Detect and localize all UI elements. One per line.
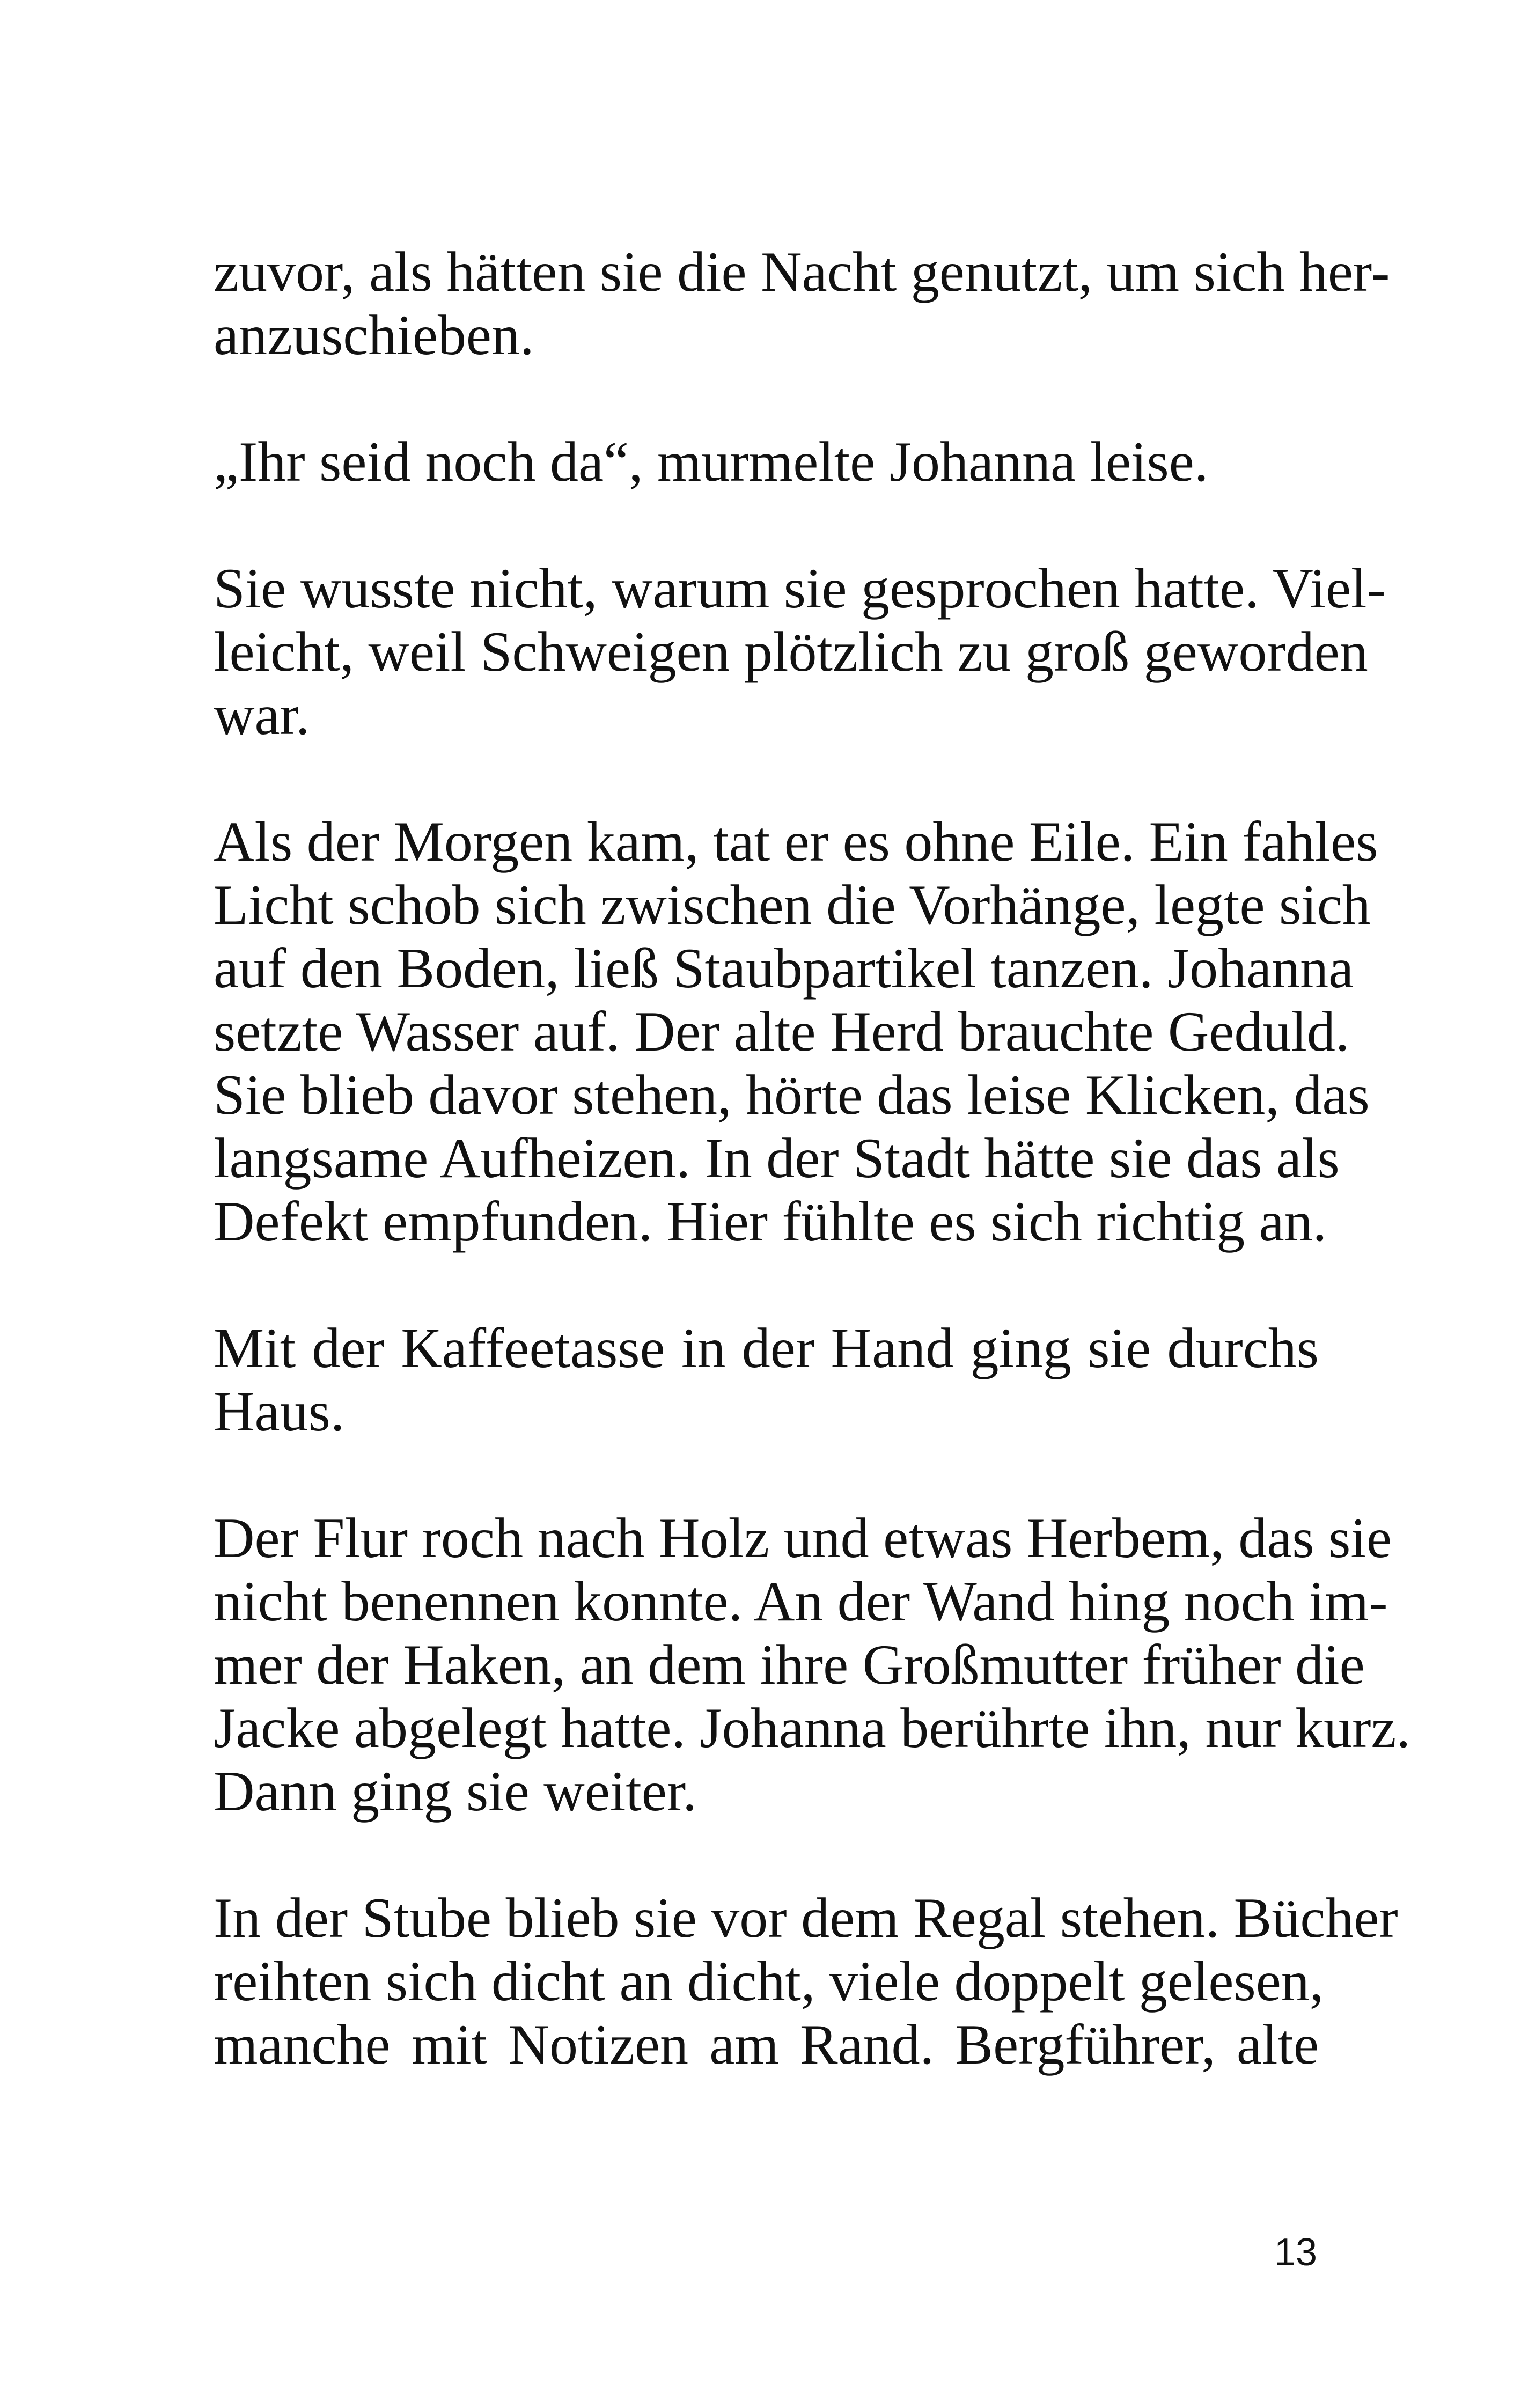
text-line: Defekt empfunden. Hier fühlte es sich richtig an. xyxy=(214,1190,1327,1253)
text-line: war. xyxy=(214,684,310,746)
text-line: auf den Boden, ließ Staubpartikel tanzen. Johanna xyxy=(214,937,1354,1000)
text-line: Sie blieb davor stehen, hörte das leise Klicken, das xyxy=(214,1063,1370,1126)
text-line: zuvor, als hätten sie die Nacht genutzt, um sich her- xyxy=(214,240,1390,303)
text-line: reihten sich dicht an dicht, viele doppelt gelesen, xyxy=(214,1950,1324,2013)
text-line: mer der Haken, an dem ihre Großmutter früher die xyxy=(214,1633,1365,1696)
text-line: Sie wusste nicht, warum sie gesprochen hatte. Viel- xyxy=(214,557,1386,620)
text-line: Licht schob sich zwischen die Vorhänge, legte sich xyxy=(214,873,1371,936)
text-line: Als der Morgen kam, tat er es ohne Eile. Ein fahles xyxy=(214,810,1378,873)
text-line: Mit der Kaffeetasse in der Hand ging sie durchs xyxy=(214,1317,1319,1379)
text-line: anzuschieben. xyxy=(214,304,534,366)
text-line: Jacke abgelegt hatte. Johanna berührte ihn, nur kurz. xyxy=(214,1697,1411,1759)
paragraph-2 xyxy=(214,430,1319,494)
text-line: In der Stube blieb sie vor dem Regal stehen. Bücher xyxy=(214,1886,1398,1949)
page-number: 13 xyxy=(1274,2231,1317,2274)
paragraph-1 xyxy=(214,240,1390,367)
text-line: Der Flur roch nach Holz und etwas Herbem, das sie xyxy=(214,1507,1392,1569)
paragraph-3 xyxy=(214,557,1386,747)
text-line: Dann ging sie weiter. xyxy=(214,1760,697,1823)
paragraph-7 xyxy=(214,1886,1398,2076)
text-line: setzte Wasser auf. Der alte Herd brauchte Geduld. xyxy=(214,1000,1350,1063)
text-line: manche mit Notizen am Rand. Bergführer, alte xyxy=(214,2013,1319,2076)
paragraph-6 xyxy=(214,1507,1411,1823)
text-line: langsame Aufheizen. In der Stadt hätte sie das als xyxy=(214,1127,1340,1190)
text-line: „Ihr seid noch da“, murmelte Johanna leise. xyxy=(214,430,1209,493)
text-line: leicht, weil Schweigen plötzlich zu groß geworden xyxy=(214,620,1368,683)
paragraph-4 xyxy=(214,810,1378,1253)
text-line: Haus. xyxy=(214,1380,345,1443)
paragraph-5 xyxy=(214,1317,1319,1443)
text-line: nicht benennen konnte. An der Wand hing noch im- xyxy=(214,1570,1388,1633)
body-text xyxy=(214,240,1411,2140)
